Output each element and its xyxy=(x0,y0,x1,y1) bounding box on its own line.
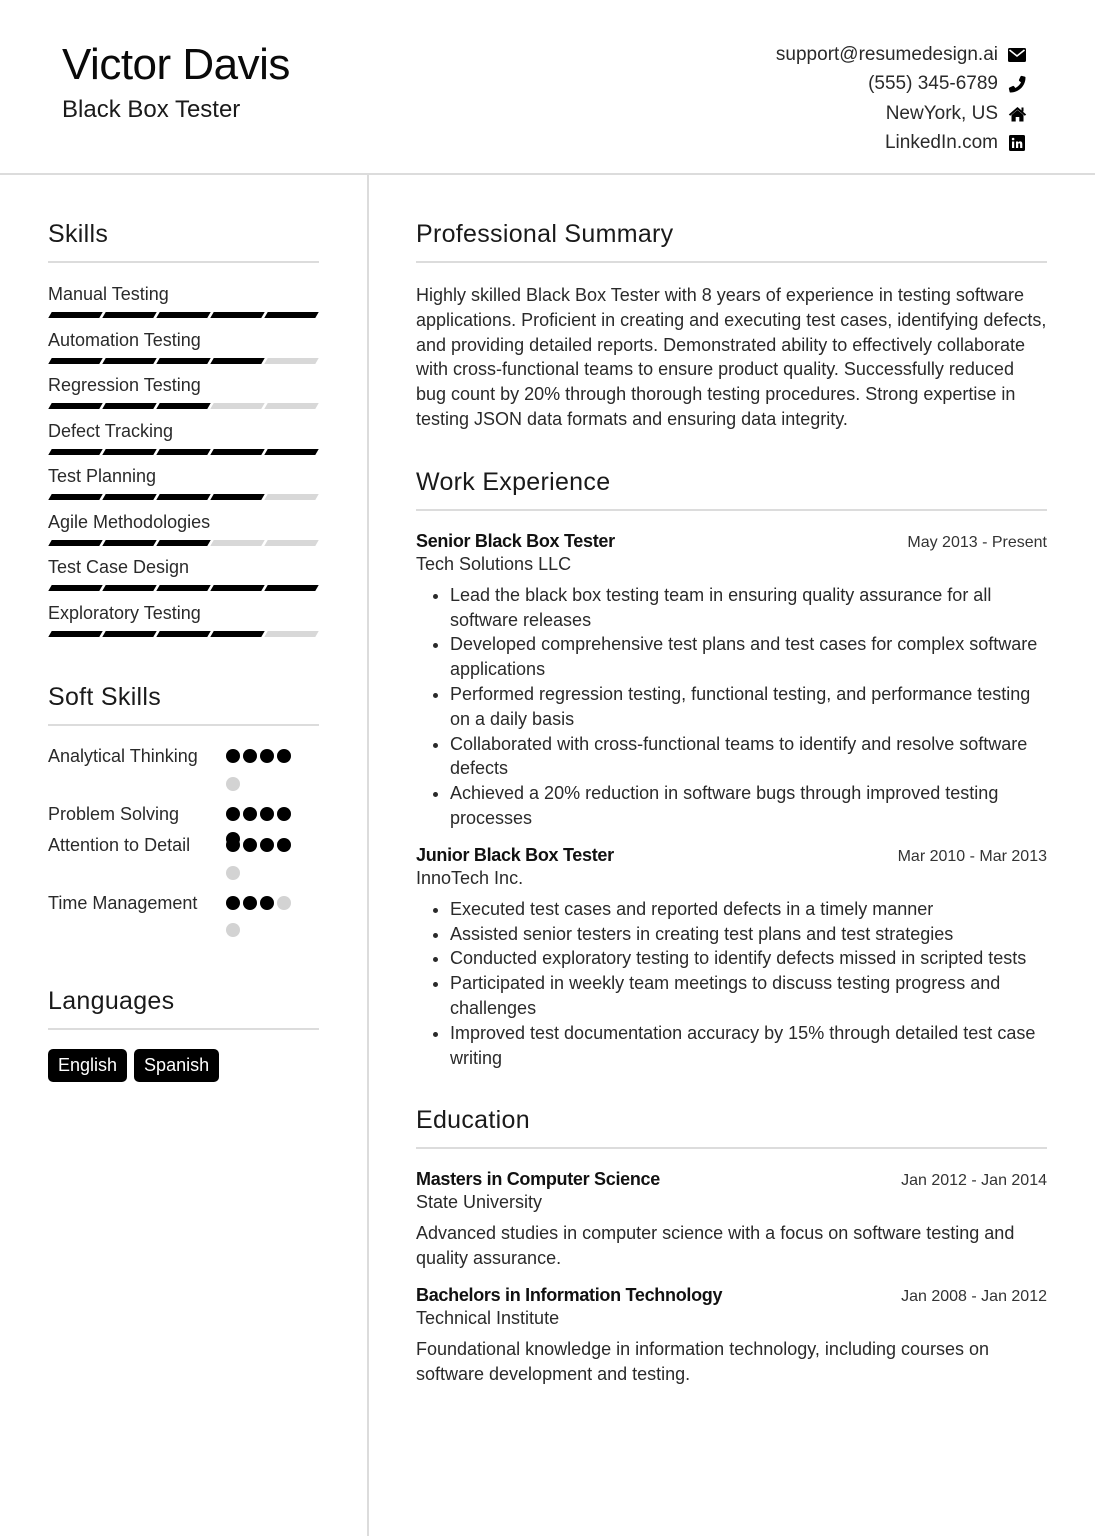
skill-level-segment xyxy=(210,449,264,455)
section-divider xyxy=(416,509,1047,511)
rating-dot xyxy=(226,866,240,880)
languages-title: Languages xyxy=(48,987,175,1015)
rating-dot xyxy=(260,749,274,763)
rating-dot xyxy=(226,923,240,937)
skill-level-segment xyxy=(156,585,210,591)
skill-level-segment xyxy=(264,585,318,591)
summary-text: Highly skilled Black Box Tester with 8 years of experience in testing software applications. Proficient in creating and executing test cases, identifying defects, and providing detailed reports. Demonstrated ability to effectively collaborate with cross-functional teams to ensure product quality. Successfully reduced bug count by 20% through thorough testing procedures. Strong expertise in testing JSON data formats and ensuring data integrity. xyxy=(416,285,1047,429)
skill-level-segment xyxy=(210,312,264,318)
education-degree: Bachelors in Information Technology xyxy=(416,1284,723,1305)
skill-level-bar xyxy=(48,358,319,364)
skill-level-bar xyxy=(48,312,319,318)
skill-level-segment xyxy=(210,403,264,409)
skill-level-bar xyxy=(48,540,319,546)
skill-level-segment xyxy=(156,403,210,409)
skill-item xyxy=(48,283,319,329)
job-bullet: • Performed regression testing, functional testing, and performance testing on a daily basis xyxy=(450,682,1047,732)
main-content xyxy=(416,220,1047,1387)
education-header xyxy=(416,1169,1047,1190)
skill-level-segment xyxy=(264,631,318,637)
soft-skills-list xyxy=(48,744,319,947)
skill-name: Test Case Design xyxy=(48,557,190,577)
skill-level-segment xyxy=(264,449,318,455)
skill-name: Test Planning xyxy=(48,466,157,486)
rating-dot xyxy=(260,838,274,852)
job-bullets xyxy=(416,583,1047,831)
job-company: Tech Solutions LLC xyxy=(416,553,572,574)
rating-dot xyxy=(260,807,274,821)
skill-level-segment xyxy=(264,540,318,546)
job-dates: Mar 2010 - Mar 2013 xyxy=(897,847,1047,865)
skill-level-segment xyxy=(210,631,264,637)
job-dates: May 2013 - Present xyxy=(907,533,1047,551)
job-bullet: • Collaborated with cross-functional teams to identify and resolve software defects xyxy=(450,732,1047,782)
skill-level-segment xyxy=(48,540,102,546)
skill-level-segment xyxy=(102,585,156,591)
job-header xyxy=(416,531,1047,552)
job-bullet: • Assisted senior testers in creating test plans and test strategies xyxy=(450,922,1047,947)
rating-dot xyxy=(243,838,257,852)
contact-linkedin[interactable] xyxy=(776,129,1027,159)
skill-level-segment xyxy=(102,494,156,500)
soft-skill-item xyxy=(48,891,319,947)
phone-icon xyxy=(1007,74,1027,94)
education-entry xyxy=(416,1169,1047,1271)
education-dates: Jan 2012 - Jan 2014 xyxy=(901,1172,1047,1190)
job-bullet: • Developed comprehensive test plans and test cases for complex software applications xyxy=(450,632,1047,682)
skill-name: Exploratory Testing xyxy=(48,602,201,623)
soft-skill-item xyxy=(48,833,319,891)
linkedin-icon xyxy=(1007,133,1027,153)
skill-level-segment xyxy=(102,449,156,455)
skill-level-segment xyxy=(102,540,156,546)
skill-level-segment xyxy=(264,312,318,318)
skill-level-segment xyxy=(102,631,156,637)
education-degree: Masters in Computer Science xyxy=(416,1169,660,1190)
job-header xyxy=(416,845,1047,866)
skill-level-bar xyxy=(48,494,319,500)
job-company: InnoTech Inc. xyxy=(416,867,524,888)
skill-level-segment xyxy=(264,494,318,500)
skill-level-segment xyxy=(102,312,156,318)
rating-dot xyxy=(260,896,274,910)
job-bullet: • Improved test documentation accuracy by 15% through detailed test case writing xyxy=(450,1021,1047,1071)
rating-dot xyxy=(226,838,240,852)
education-entry xyxy=(416,1285,1047,1387)
contact-linkedin-text: LinkedIn.com xyxy=(884,132,998,154)
education-title: Education xyxy=(416,1106,530,1135)
skill-level-segment xyxy=(156,449,210,455)
section-divider xyxy=(416,261,1047,263)
contact-location xyxy=(776,99,1027,129)
contact-email[interactable] xyxy=(776,40,1027,70)
skill-item xyxy=(48,602,319,648)
section-divider xyxy=(48,261,319,263)
skill-level-segment xyxy=(210,358,264,364)
skill-level-segment xyxy=(48,585,102,591)
education-school: Technical Institute xyxy=(416,1307,560,1328)
skill-name: Agile Methodologies xyxy=(48,511,211,532)
skill-level-segment xyxy=(48,403,102,409)
skill-level-segment xyxy=(48,312,102,318)
skill-level-segment xyxy=(264,358,318,364)
envelope-icon xyxy=(1007,45,1027,65)
skill-level-bar xyxy=(48,403,319,409)
skill-level-segment xyxy=(156,631,210,637)
skill-item xyxy=(48,556,319,602)
contact-phone[interactable] xyxy=(776,70,1027,100)
soft-skill-name: Problem Solving xyxy=(48,804,180,824)
candidate-title: Black Box Tester xyxy=(62,96,241,123)
education-school: State University xyxy=(416,1192,543,1213)
skill-level-bar xyxy=(48,449,319,455)
rating-dot xyxy=(277,896,291,910)
skill-item xyxy=(48,511,319,557)
contact-list xyxy=(776,40,1027,158)
skill-level-segment xyxy=(48,494,102,500)
education-list xyxy=(416,1169,1047,1386)
job-bullet: • Conducted exploratory testing to identify defects missed in scripted tests xyxy=(450,946,1047,971)
education-description: Foundational knowledge in information technology, including courses on software development and testing. xyxy=(416,1338,990,1384)
rating-dot xyxy=(243,896,257,910)
candidate-name: Victor Davis xyxy=(62,40,290,89)
soft-skills-title: Soft Skills xyxy=(48,683,162,711)
job-entry xyxy=(416,531,1047,831)
skill-level-segment xyxy=(156,312,210,318)
skill-name: Defect Tracking xyxy=(48,420,174,441)
skill-name: Automation Testing xyxy=(48,329,201,350)
job-bullet: • Lead the black box testing team in ensuring quality assurance for all software releases xyxy=(450,583,1047,633)
summary-title: Professional Summary xyxy=(416,220,674,248)
education-dates: Jan 2008 - Jan 2012 xyxy=(901,1287,1047,1305)
skill-level-segment xyxy=(48,358,102,364)
column-divider xyxy=(367,175,369,1536)
skill-level-segment xyxy=(210,585,264,591)
soft-skill-rating xyxy=(226,833,306,891)
languages-list xyxy=(48,1049,319,1082)
skill-level-segment xyxy=(48,631,102,637)
job-bullet: • Participated in weekly team meetings to discuss testing progress and challenges xyxy=(450,971,1047,1021)
skill-level-segment xyxy=(102,358,156,364)
job-bullets xyxy=(416,897,1047,1071)
rating-dot xyxy=(243,807,257,821)
soft-skill-rating xyxy=(226,891,306,947)
skills-title: Skills xyxy=(48,220,109,248)
job-role: Senior Black Box Tester xyxy=(416,530,615,551)
soft-skill-rating xyxy=(226,802,306,833)
rating-dot xyxy=(226,749,240,763)
section-divider xyxy=(48,1028,319,1030)
skill-item xyxy=(48,329,319,375)
rating-dot xyxy=(277,749,291,763)
rating-dot xyxy=(226,896,240,910)
work-experience-title: Work Experience xyxy=(416,467,611,496)
home-icon xyxy=(1007,104,1027,124)
skill-name: Regression Testing xyxy=(48,375,201,395)
skill-level-segment xyxy=(156,494,210,500)
skill-item xyxy=(48,465,319,511)
soft-skill-item xyxy=(48,744,319,802)
job-bullet: • Executed test cases and reported defects in a timely manner xyxy=(450,897,1047,922)
job-entry xyxy=(416,845,1047,1071)
soft-skill-name: Attention to Detail xyxy=(48,835,191,855)
education-header xyxy=(416,1285,1047,1306)
skill-level-segment xyxy=(48,449,102,455)
skill-item xyxy=(48,374,319,420)
skill-item xyxy=(48,420,319,466)
job-role: Junior Black Box Tester xyxy=(416,844,614,865)
job-bullet: • Achieved a 20% reduction in software bugs through improved testing processes xyxy=(450,781,1047,831)
skills-list xyxy=(48,283,319,647)
rating-dot xyxy=(277,838,291,852)
skill-name: Manual Testing xyxy=(48,284,169,304)
sidebar xyxy=(48,220,319,1082)
skill-level-segment xyxy=(102,403,156,409)
rating-dot xyxy=(226,777,240,791)
section-divider xyxy=(48,724,319,726)
soft-skill-name: Time Management xyxy=(48,893,198,913)
contact-email-text: support@resumedesign.ai xyxy=(775,43,998,65)
rating-dot xyxy=(243,749,257,763)
resume-header xyxy=(0,0,1095,175)
skill-level-segment xyxy=(210,540,264,546)
rating-dot xyxy=(226,807,240,821)
contact-location-text: NewYork, US xyxy=(885,102,998,124)
skill-level-bar xyxy=(48,585,319,591)
section-divider xyxy=(416,1147,1047,1149)
contact-phone-text: (555) 345-6789 xyxy=(868,73,998,95)
rating-dot xyxy=(277,807,291,821)
language-badge: English xyxy=(48,1049,127,1082)
jobs-list xyxy=(416,531,1047,1071)
soft-skill-item xyxy=(48,802,319,833)
skill-level-segment xyxy=(210,494,264,500)
education-description: Advanced studies in computer science with a focus on software testing and quality assurance. xyxy=(416,1223,1015,1269)
skill-level-segment xyxy=(156,358,210,364)
skill-level-segment xyxy=(156,540,210,546)
soft-skill-rating xyxy=(226,744,306,802)
skill-level-bar xyxy=(48,631,319,637)
soft-skill-name: Analytical Thinking xyxy=(48,746,198,766)
skill-level-segment xyxy=(264,403,318,409)
language-badge: Spanish xyxy=(134,1049,219,1082)
